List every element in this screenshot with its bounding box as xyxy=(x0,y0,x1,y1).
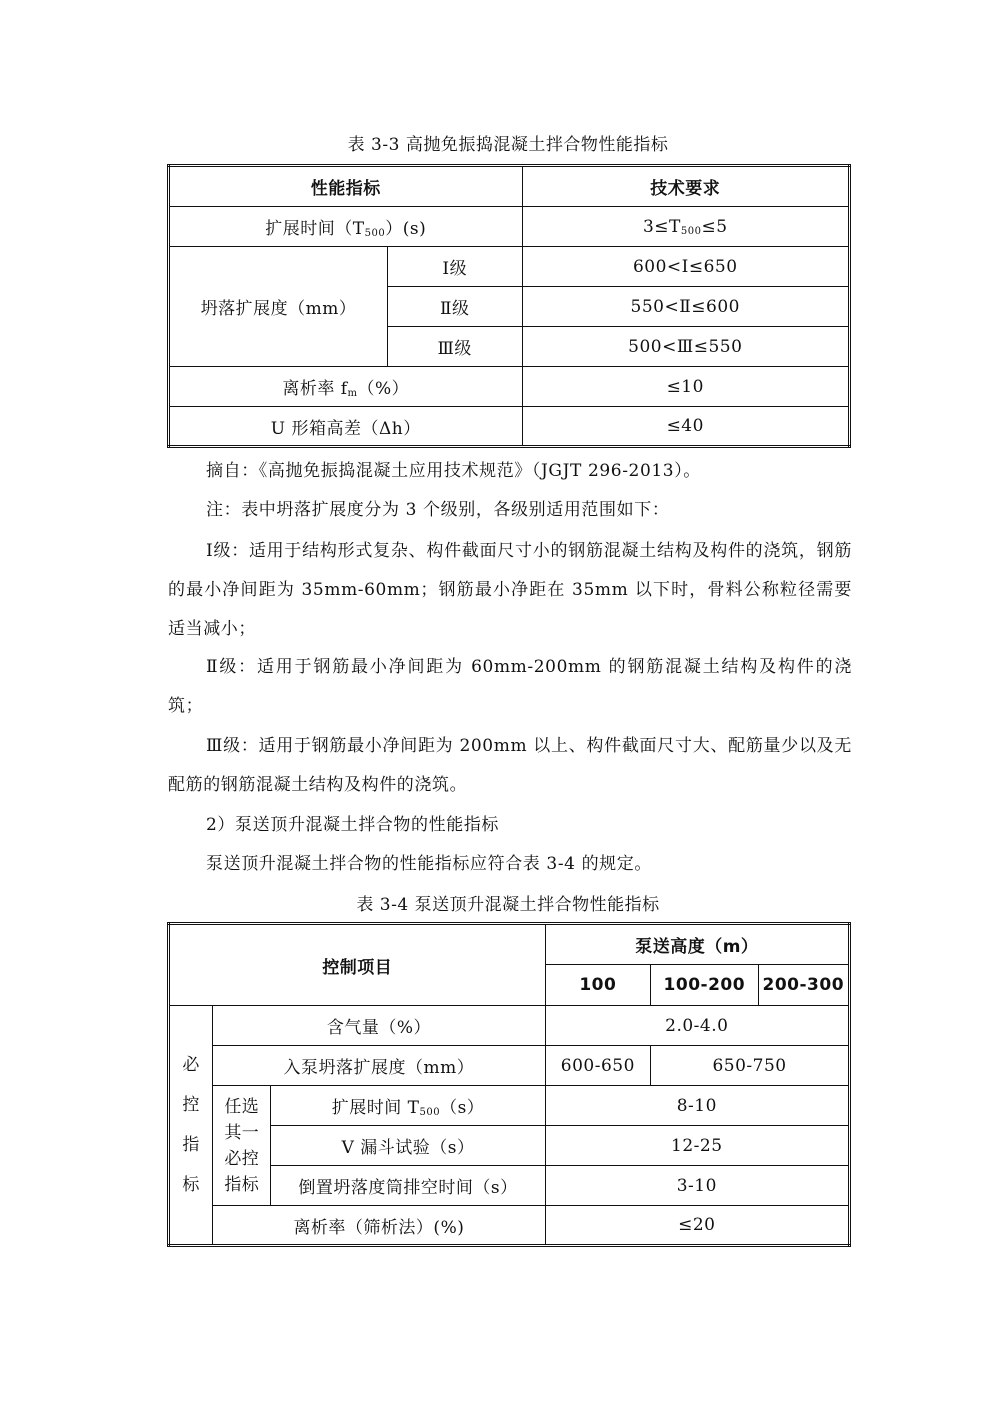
header-performance-index: 性能指标 xyxy=(169,166,523,207)
height-100: 100 xyxy=(545,965,650,1006)
note-text: 注：表中坍落扩展度分为 3 个级别，各级别适用范围如下： xyxy=(206,500,670,520)
slump-level-3-value: 500<Ⅲ≤550 xyxy=(522,327,849,367)
height-100-200: 100-200 xyxy=(651,965,758,1006)
table-3-4 xyxy=(167,922,851,1247)
air-content-label: 含气量（%） xyxy=(213,1006,545,1046)
sieve-segregation-value: ≤20 xyxy=(545,1206,849,1246)
inverted-cone-value: 3-10 xyxy=(545,1166,849,1206)
mandatory-indicator-label: 必 控 指 标 xyxy=(169,1006,213,1246)
control-item-header: 控制项目 xyxy=(169,924,546,1006)
v-funnel-label: V 漏斗试验（s） xyxy=(271,1126,545,1166)
u-box-label: U 形箱高差（Δh） xyxy=(169,407,523,447)
t500-label: 扩展时间$(T_{500})(s)$ xyxy=(169,207,523,247)
u-box-value: ≤40 xyxy=(522,407,849,447)
v-funnel-value: 12-25 xyxy=(545,1126,849,1166)
slump-flow-label: 坍落扩展度（mm） xyxy=(169,247,388,367)
pump-slump-label: 入泵坍落扩展度（mm） xyxy=(213,1046,545,1086)
level-2-text: Ⅱ级：适用于钢筋最小净间距为 60mm-200mm 的钢筋混凝土结构及构件的浇筑； xyxy=(168,657,852,716)
t500-spread-label: 扩展时间 $T_{500}(s)$ xyxy=(271,1086,545,1126)
slump-level-1-value: 600<Ⅰ≤650 xyxy=(522,247,849,287)
slump-level-2: Ⅱ级 xyxy=(387,287,522,327)
choose-one-label: 任选 其一 必控 指标 xyxy=(213,1086,271,1206)
segregation-rate-value: ≤10 xyxy=(522,367,849,407)
section-heading: 2）泵送顶升混凝土拌合物的性能指标 xyxy=(206,815,500,835)
height-200-300: 200-300 xyxy=(758,965,849,1006)
t500-spread-value: 8-10 xyxy=(545,1086,849,1126)
air-content-value: 2.0-4.0 xyxy=(545,1006,849,1046)
slump-level-3: Ⅲ级 xyxy=(387,327,522,367)
t500-value: $3\le T_{500}\le 5$ xyxy=(522,207,849,247)
segregation-rate-label: 离析率 $f_m(\%)$ xyxy=(169,367,523,407)
excerpt-text: 摘自：《高抛免振捣混凝土应用技术规范》（JGJT 296-2013）。 xyxy=(206,461,701,481)
level-3-text: Ⅲ级：适用于钢筋最小净间距为 200mm 以上、构件截面尺寸大、配筋量少以及无配筋的钢筋混凝土结构及构件的浇筑。 xyxy=(168,736,852,795)
header-technical-requirement: 技术要求 xyxy=(522,166,849,207)
sieve-segregation-label: 离析率（筛析法）(%) xyxy=(213,1206,545,1246)
pump-slump-value-1: 600-650 xyxy=(545,1046,650,1086)
table-3-4-caption: 表 3-4 泵送顶升混凝土拌合物性能指标 xyxy=(356,895,660,915)
table-3-3 xyxy=(167,164,851,448)
slump-level-2-value: 550<Ⅱ≤600 xyxy=(522,287,849,327)
level-1-text: Ⅰ级：适用于结构形式复杂、构件截面尺寸小的钢筋混凝土结构及构件的浇筑，钢筋的最小净间距为 35mm-60mm；钢筋最小净距在 35mm 以下时，骨料公称粒径需要适当减小； xyxy=(168,541,852,639)
section-body: 泵送顶升混凝土拌合物的性能指标应符合表 3-4 的规定。 xyxy=(206,854,652,874)
pump-slump-value-2: 650-750 xyxy=(651,1046,850,1086)
table-3-3-caption: 表 3-3 高抛免振捣混凝土拌合物性能指标 xyxy=(347,135,669,155)
pump-height-header: 泵送高度（m） xyxy=(545,924,849,965)
inverted-cone-label: 倒置坍落度筒排空时间（s） xyxy=(271,1166,545,1206)
slump-level-1: Ⅰ级 xyxy=(387,247,522,287)
